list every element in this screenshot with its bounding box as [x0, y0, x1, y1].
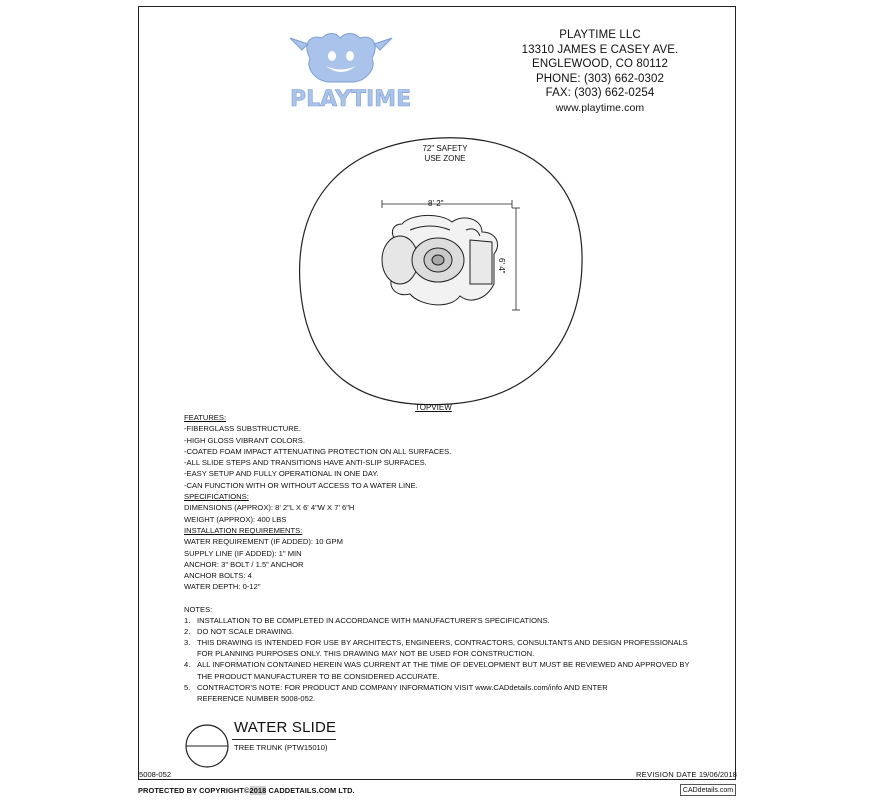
water-slide-top-view	[382, 215, 498, 304]
installation-item: ANCHOR: 3" BOLT / 1.5" ANCHOR	[184, 559, 304, 569]
company-fax: FAX: (303) 662-0254	[545, 87, 655, 100]
revision-date-value: 19/06/2018	[698, 770, 737, 779]
safety-zone-label	[405, 144, 485, 164]
height-dimension: 6' 4"	[497, 258, 506, 274]
feature-item: -EASY SETUP AND FULLY OPERATIONAL IN ONE DAY.	[184, 469, 379, 479]
specification-item: WEIGHT (APPROX): 400 LBS	[184, 514, 287, 524]
note-text: CONTRACTOR'S NOTE: FOR PRODUCT AND COMPANY INFORMATION VISIT www.CADdetails.com/info AND ENTER	[197, 682, 608, 692]
specification-item: DIMENSIONS (APPROX): 8' 2"L X 6' 4"W X 7' 6"H	[184, 503, 355, 513]
feature-item: -ALL SLIDE STEPS AND TRANSITIONS HAVE ANTI-SLIP SURFACES.	[184, 458, 427, 468]
installation-item: SUPPLY LINE (IF ADDED): 1" MIN	[184, 548, 302, 558]
note-text: ALL INFORMATION CONTAINED HEREIN WAS CURRENT AT THE TIME OF DEVELOPMENT BUT MUST BE REVIEWED AND APPROVED BY	[197, 660, 690, 670]
note-continuation: REFERENCE NUMBER 5008-052.	[197, 693, 316, 703]
note-item	[184, 682, 690, 693]
note-number: 4.	[184, 660, 191, 670]
drawing-subtitle: TREE TRUNK (PTW15010)	[234, 743, 328, 752]
note-text: THIS DRAWING IS INTENDED FOR USE BY ARCHITECTS, ENGINEERS, CONTRACTORS, CONSULTANTS AND DESIGN PROFESSIONALS	[197, 638, 688, 648]
company-info	[520, 28, 680, 116]
feature-item: -FIBERGLASS SUBSTRUCTURE.	[184, 424, 301, 434]
installation-heading: INSTALLATION REQUIREMENTS:	[184, 525, 303, 535]
revision-date	[636, 770, 737, 779]
note-item	[184, 637, 690, 648]
copyright-suffix: CADDETAILS.COM LTD.	[266, 786, 355, 795]
company-name: PLAYTIME LLC	[559, 29, 641, 41]
note-text: DO NOT SCALE DRAWING.	[197, 627, 295, 637]
copyright-footer	[138, 786, 355, 795]
note-number: 3.	[184, 638, 191, 648]
note-continuation: THE PRODUCT MANUFACTURER TO BE CONSIDERED ACCURATE.	[197, 671, 440, 681]
installation-item: ANCHOR BOLTS: 4	[184, 571, 252, 581]
company-website: www.playtime.com	[555, 101, 645, 114]
top-view-drawing	[290, 134, 590, 414]
feature-item: -COATED FOAM IMPACT ATTENUATING PROTECTION ON ALL SURFACES.	[184, 446, 452, 456]
features-heading: FEATURES:	[184, 413, 227, 422]
feature-item: -HIGH GLOSS VIBRANT COLORS.	[184, 435, 305, 445]
note-number: 2.	[184, 627, 191, 637]
drawing-title: WATER SLIDE	[234, 719, 337, 736]
width-dimension: 8' 2"	[428, 199, 444, 208]
company-address-1: 13310 JAMES E CASEY AVE.	[521, 43, 679, 56]
note-item	[184, 626, 690, 637]
reference-number: 5008-052	[139, 770, 172, 779]
safety-zone-label-line-2: USE ZONE	[424, 154, 466, 163]
note-number: 1.	[184, 616, 191, 626]
notes-block	[184, 604, 690, 704]
note-item	[184, 615, 690, 626]
note-number: 5.	[184, 682, 191, 692]
playtime-logo	[288, 28, 418, 112]
specifications-heading: SPECIFICATIONS:	[184, 492, 249, 502]
copyright-prefix: PROTECTED BY COPYRIGHT©	[138, 786, 250, 795]
feature-item: -CAN FUNCTION WITH OR WITHOUT ACCESS TO A WATER LINE.	[184, 480, 418, 490]
specification-block	[184, 412, 451, 593]
section-title-symbol	[184, 723, 230, 769]
title-underline	[232, 739, 336, 740]
copyright-year: 2018	[249, 786, 267, 795]
logo-wordmark: PLAYTIME	[290, 87, 412, 112]
notes-heading: NOTES:	[184, 605, 213, 614]
installation-item: WATER REQUIREMENT (IF ADDED): 10 GPM	[184, 537, 343, 547]
note-continuation: FOR PLANNING PURPOSES ONLY. THIS DRAWING MAY NOT BE USED FOR CONSTRUCTION.	[197, 649, 535, 659]
note-text: INSTALLATION TO BE COMPLETED IN ACCORDANCE WITH MANUFACTURER'S SPECIFICATIONS.	[197, 616, 550, 626]
view-label: TOPVIEW	[415, 403, 452, 412]
safety-zone-label-line-1: 72" SAFETY	[422, 144, 468, 153]
company-phone: PHONE: (303) 662-0302	[535, 72, 665, 85]
revision-date-label: REVISION DATE	[636, 770, 697, 779]
company-address-2: ENGLEWOOD, CO 80112	[532, 58, 668, 71]
note-item	[184, 659, 690, 670]
caddetails-badge[interactable]: CADdetails.com	[680, 784, 736, 796]
installation-item: WATER DEPTH: 0-12"	[184, 582, 261, 592]
